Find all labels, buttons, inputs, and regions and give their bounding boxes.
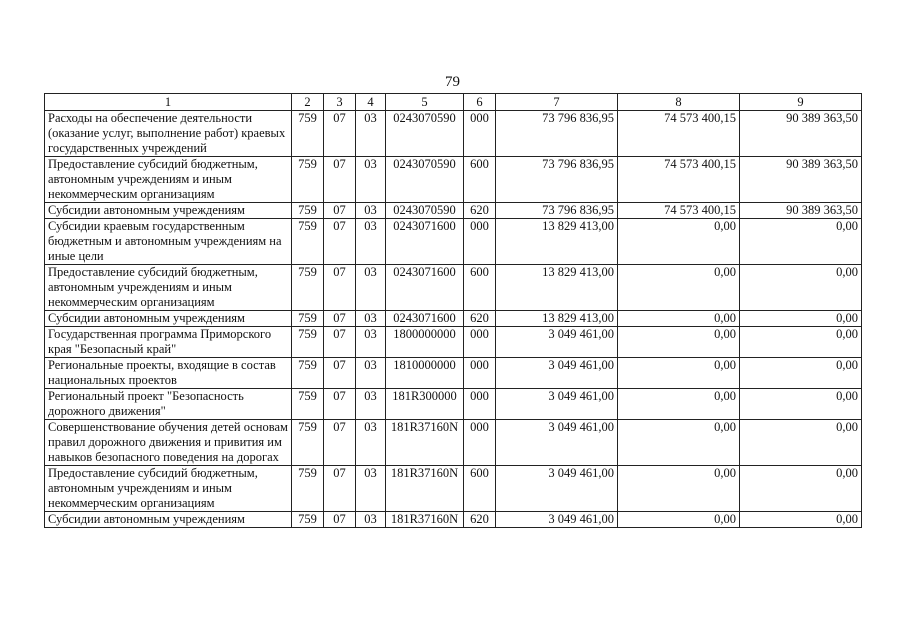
row-amount-8: 0,00 [618,219,740,265]
row-code-3: 07 [324,203,356,219]
row-code-6: 000 [464,111,496,157]
row-amount-9: 0,00 [740,311,862,327]
row-code-4: 03 [356,203,386,219]
row-code-4: 03 [356,420,386,466]
row-name: Предоставление субсидий бюджетным, автономным учреждениям и иным некоммерческим организациям [45,265,292,311]
column-header: 9 [740,94,862,111]
column-header: 8 [618,94,740,111]
row-code-6: 620 [464,512,496,528]
row-code-6: 600 [464,265,496,311]
table-row [45,265,862,311]
row-code-2: 759 [292,265,324,311]
row-amount-7: 3 049 461,00 [496,358,618,389]
row-code-2: 759 [292,512,324,528]
row-code-5: 0243070590 [386,157,464,203]
row-amount-8: 0,00 [618,420,740,466]
row-code-3: 07 [324,111,356,157]
row-code-3: 07 [324,219,356,265]
row-name: Субсидии автономным учреждениям [45,311,292,327]
row-code-2: 759 [292,358,324,389]
row-code-4: 03 [356,157,386,203]
row-code-5: 0243071600 [386,311,464,327]
row-code-6: 000 [464,389,496,420]
row-code-3: 07 [324,466,356,512]
row-amount-9: 90 389 363,50 [740,157,862,203]
row-code-4: 03 [356,512,386,528]
row-code-4: 03 [356,466,386,512]
row-code-5: 1800000000 [386,327,464,358]
row-code-3: 07 [324,358,356,389]
row-name: Региональные проекты, входящие в состав национальных проектов [45,358,292,389]
column-header: 4 [356,94,386,111]
row-code-2: 759 [292,311,324,327]
row-amount-8: 0,00 [618,311,740,327]
row-name: Региональный проект "Безопасность дорожного движения" [45,389,292,420]
row-code-5: 0243070590 [386,203,464,219]
row-name: Государственная программа Приморского края "Безопасный край" [45,327,292,358]
row-name: Субсидии автономным учреждениям [45,512,292,528]
row-code-2: 759 [292,219,324,265]
row-code-5: 181R300000 [386,389,464,420]
row-code-6: 600 [464,157,496,203]
column-header: 6 [464,94,496,111]
row-amount-7: 3 049 461,00 [496,389,618,420]
row-amount-9: 0,00 [740,466,862,512]
row-amount-9: 90 389 363,50 [740,111,862,157]
column-header: 2 [292,94,324,111]
row-code-5: 0243071600 [386,265,464,311]
table-row [45,311,862,327]
row-code-3: 07 [324,420,356,466]
row-code-6: 000 [464,219,496,265]
row-code-6: 000 [464,358,496,389]
row-code-6: 000 [464,327,496,358]
row-code-3: 07 [324,311,356,327]
budget-table [44,93,862,528]
row-amount-8: 0,00 [618,358,740,389]
table-row [45,466,862,512]
row-name: Предоставление субсидий бюджетным, автономным учреждениям и иным некоммерческим организациям [45,157,292,203]
row-name: Субсидии краевым государственным бюджетным и автономным учреждениям на иные цели [45,219,292,265]
row-code-4: 03 [356,358,386,389]
column-header: 3 [324,94,356,111]
table-row [45,512,862,528]
header-row [45,94,862,111]
row-code-6: 600 [464,466,496,512]
row-amount-7: 3 049 461,00 [496,466,618,512]
row-code-2: 759 [292,111,324,157]
row-amount-8: 74 573 400,15 [618,203,740,219]
row-amount-9: 0,00 [740,265,862,311]
row-code-5: 1810000000 [386,358,464,389]
row-code-5: 181R37160N [386,466,464,512]
row-code-3: 07 [324,265,356,311]
row-amount-7: 13 829 413,00 [496,311,618,327]
row-code-2: 759 [292,203,324,219]
row-amount-7: 13 829 413,00 [496,219,618,265]
row-amount-7: 73 796 836,95 [496,111,618,157]
row-code-2: 759 [292,466,324,512]
row-name: Предоставление субсидий бюджетным, автономным учреждениям и иным некоммерческим организациям [45,466,292,512]
row-amount-7: 73 796 836,95 [496,203,618,219]
row-name: Расходы на обеспечение деятельности (оказание услуг, выполнение работ) краевых государственных учреждений [45,111,292,157]
table-row [45,111,862,157]
row-amount-7: 3 049 461,00 [496,420,618,466]
row-code-3: 07 [324,327,356,358]
column-header: 1 [45,94,292,111]
row-amount-9: 90 389 363,50 [740,203,862,219]
column-header: 7 [496,94,618,111]
row-code-4: 03 [356,311,386,327]
row-code-4: 03 [356,265,386,311]
column-header: 5 [386,94,464,111]
row-amount-7: 3 049 461,00 [496,327,618,358]
table-row [45,157,862,203]
row-amount-8: 0,00 [618,466,740,512]
row-code-5: 181R37160N [386,420,464,466]
page-number: 79 [445,74,460,90]
row-amount-8: 0,00 [618,265,740,311]
row-name: Субсидии автономным учреждениям [45,203,292,219]
table-row [45,420,862,466]
row-amount-8: 0,00 [618,327,740,358]
row-code-3: 07 [324,389,356,420]
row-amount-8: 0,00 [618,389,740,420]
row-code-6: 620 [464,203,496,219]
row-code-4: 03 [356,389,386,420]
row-amount-9: 0,00 [740,512,862,528]
table-row [45,219,862,265]
row-amount-7: 73 796 836,95 [496,157,618,203]
row-code-5: 181R37160N [386,512,464,528]
row-amount-9: 0,00 [740,389,862,420]
row-amount-8: 0,00 [618,512,740,528]
row-code-2: 759 [292,157,324,203]
table-row [45,327,862,358]
row-amount-8: 74 573 400,15 [618,157,740,203]
row-amount-8: 74 573 400,15 [618,111,740,157]
row-amount-9: 0,00 [740,358,862,389]
table-row [45,358,862,389]
row-code-2: 759 [292,327,324,358]
row-amount-9: 0,00 [740,219,862,265]
row-code-6: 620 [464,311,496,327]
row-code-5: 0243070590 [386,111,464,157]
row-code-4: 03 [356,111,386,157]
table-row [45,203,862,219]
row-amount-7: 13 829 413,00 [496,265,618,311]
row-code-2: 759 [292,420,324,466]
row-code-2: 759 [292,389,324,420]
row-code-4: 03 [356,327,386,358]
row-code-3: 07 [324,157,356,203]
row-amount-9: 0,00 [740,420,862,466]
row-code-4: 03 [356,219,386,265]
table-row [45,389,862,420]
row-name: Совершенствование обучения детей основам правил дорожного движения и привития им навыков безопасного поведения на дорогах [45,420,292,466]
row-code-6: 000 [464,420,496,466]
row-code-3: 07 [324,512,356,528]
row-amount-9: 0,00 [740,327,862,358]
row-amount-7: 3 049 461,00 [496,512,618,528]
row-code-5: 0243071600 [386,219,464,265]
